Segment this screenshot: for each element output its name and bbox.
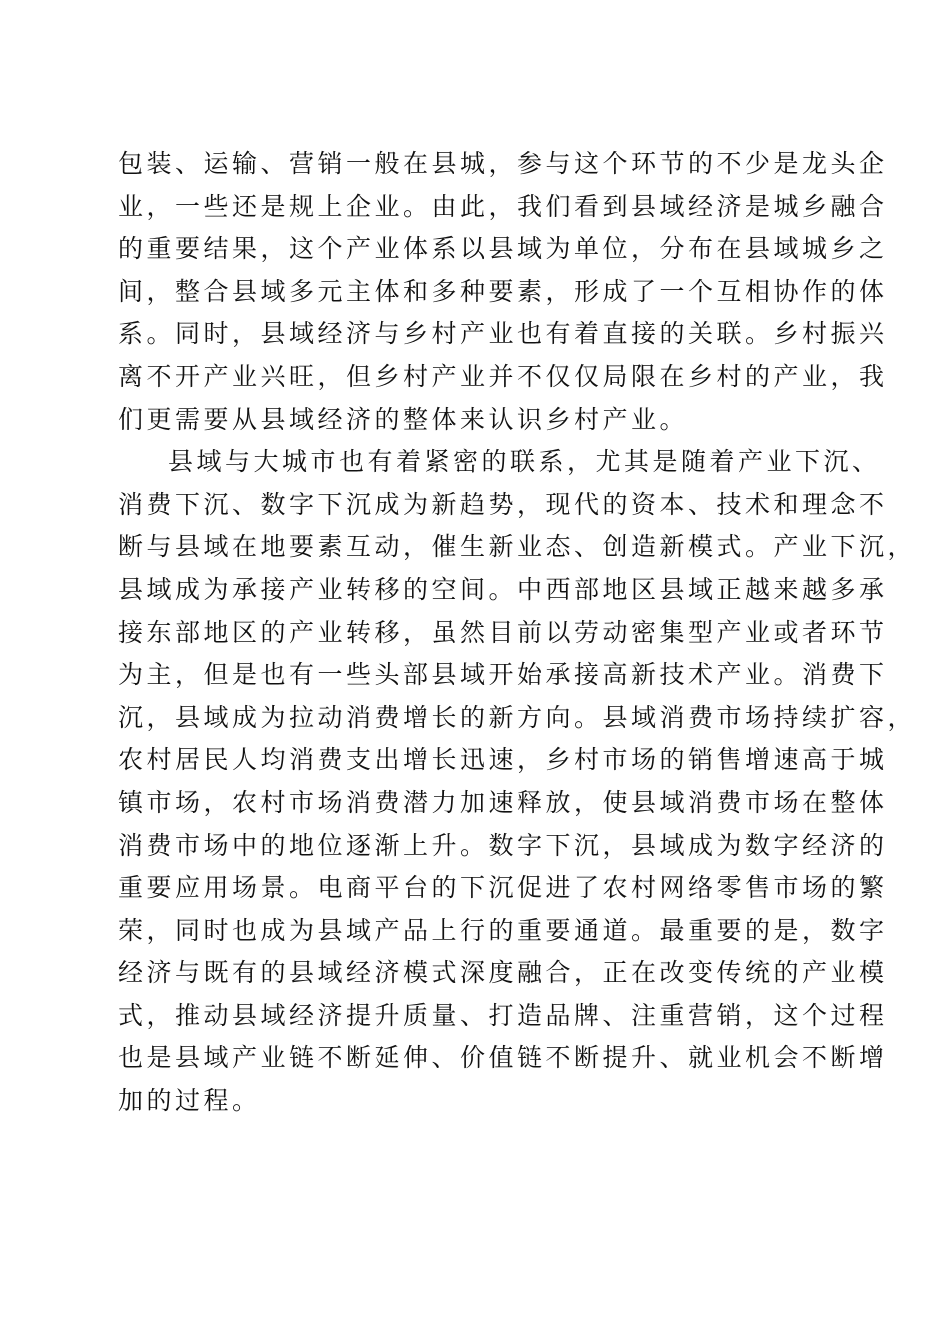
text-line: 经济与既有的县域经济模式深度融合，正在改变传统的产业模 (118, 958, 888, 988)
text-line: 们更需要从县域经济的整体来认识乡村产业。 (118, 404, 689, 434)
text-line: 沉，县域成为拉动消费增长的新方向。县域消费市场持续扩容， (118, 702, 917, 732)
text-line: 的重要结果，这个产业体系以县域为单位，分布在县域城乡之 (118, 234, 888, 264)
text-line: 镇市场，农村市场消费潜力加速释放，使县域消费市场在整体 (118, 787, 888, 817)
document-body (118, 143, 917, 1123)
paragraph-1 (118, 143, 888, 441)
text-line: 消费下沉、数字下沉成为新趋势，现代的资本、技术和理念不 (118, 489, 888, 519)
text-line: 包装、运输、营销一般在县城，参与这个环节的不少是龙头企 (118, 149, 888, 178)
text-line: 县域与大城市也有着紧密的联系，尤其是随着产业下沉、 (168, 447, 881, 477)
text-line: 重要应用场景。电商平台的下沉促进了农村网络零售市场的繁 (118, 873, 888, 903)
text-line: 业，一些还是规上企业。由此，我们看到县域经济是城乡融合 (118, 191, 888, 221)
text-line: 离不开产业兴旺，但乡村产业并不仅仅局限在乡村的产业，我 (118, 361, 888, 391)
text-line: 断与县域在地要素互动，催生新业态、创造新模式。产业下沉， (118, 532, 917, 562)
text-line: 间，整合县域多元主体和多种要素，形成了一个互相协作的体 (118, 276, 888, 306)
text-line: 为主，但是也有一些头部县域开始承接高新技术产业。消费下 (118, 660, 888, 690)
text-line: 接东部地区的产业转移，虽然目前以劳动密集型产业或者环节 (118, 617, 888, 647)
text-line: 也是县域产业链不断延伸、价值链不断提升、就业机会不断增 (118, 1043, 888, 1073)
text-line: 式，推动县域经济提升质量、打造品牌、注重营销，这个过程 (118, 1000, 888, 1030)
text-line: 县域成为承接产业转移的空间。中西部地区县域正越来越多承 (118, 574, 888, 604)
text-line: 农村居民人均消费支出增长迅速，乡村市场的销售增速高于城 (118, 745, 888, 775)
paragraph-2 (118, 441, 917, 1123)
text-line: 消费市场中的地位逐渐上升。数字下沉，县域成为数字经济的 (118, 830, 888, 860)
text-line: 荣，同时也成为县域产品上行的重要通道。最重要的是，数字 (118, 915, 888, 945)
text-line: 加的过程。 (118, 1086, 261, 1116)
text-line: 系。同时，县域经济与乡村产业也有着直接的关联。乡村振兴 (118, 319, 888, 349)
